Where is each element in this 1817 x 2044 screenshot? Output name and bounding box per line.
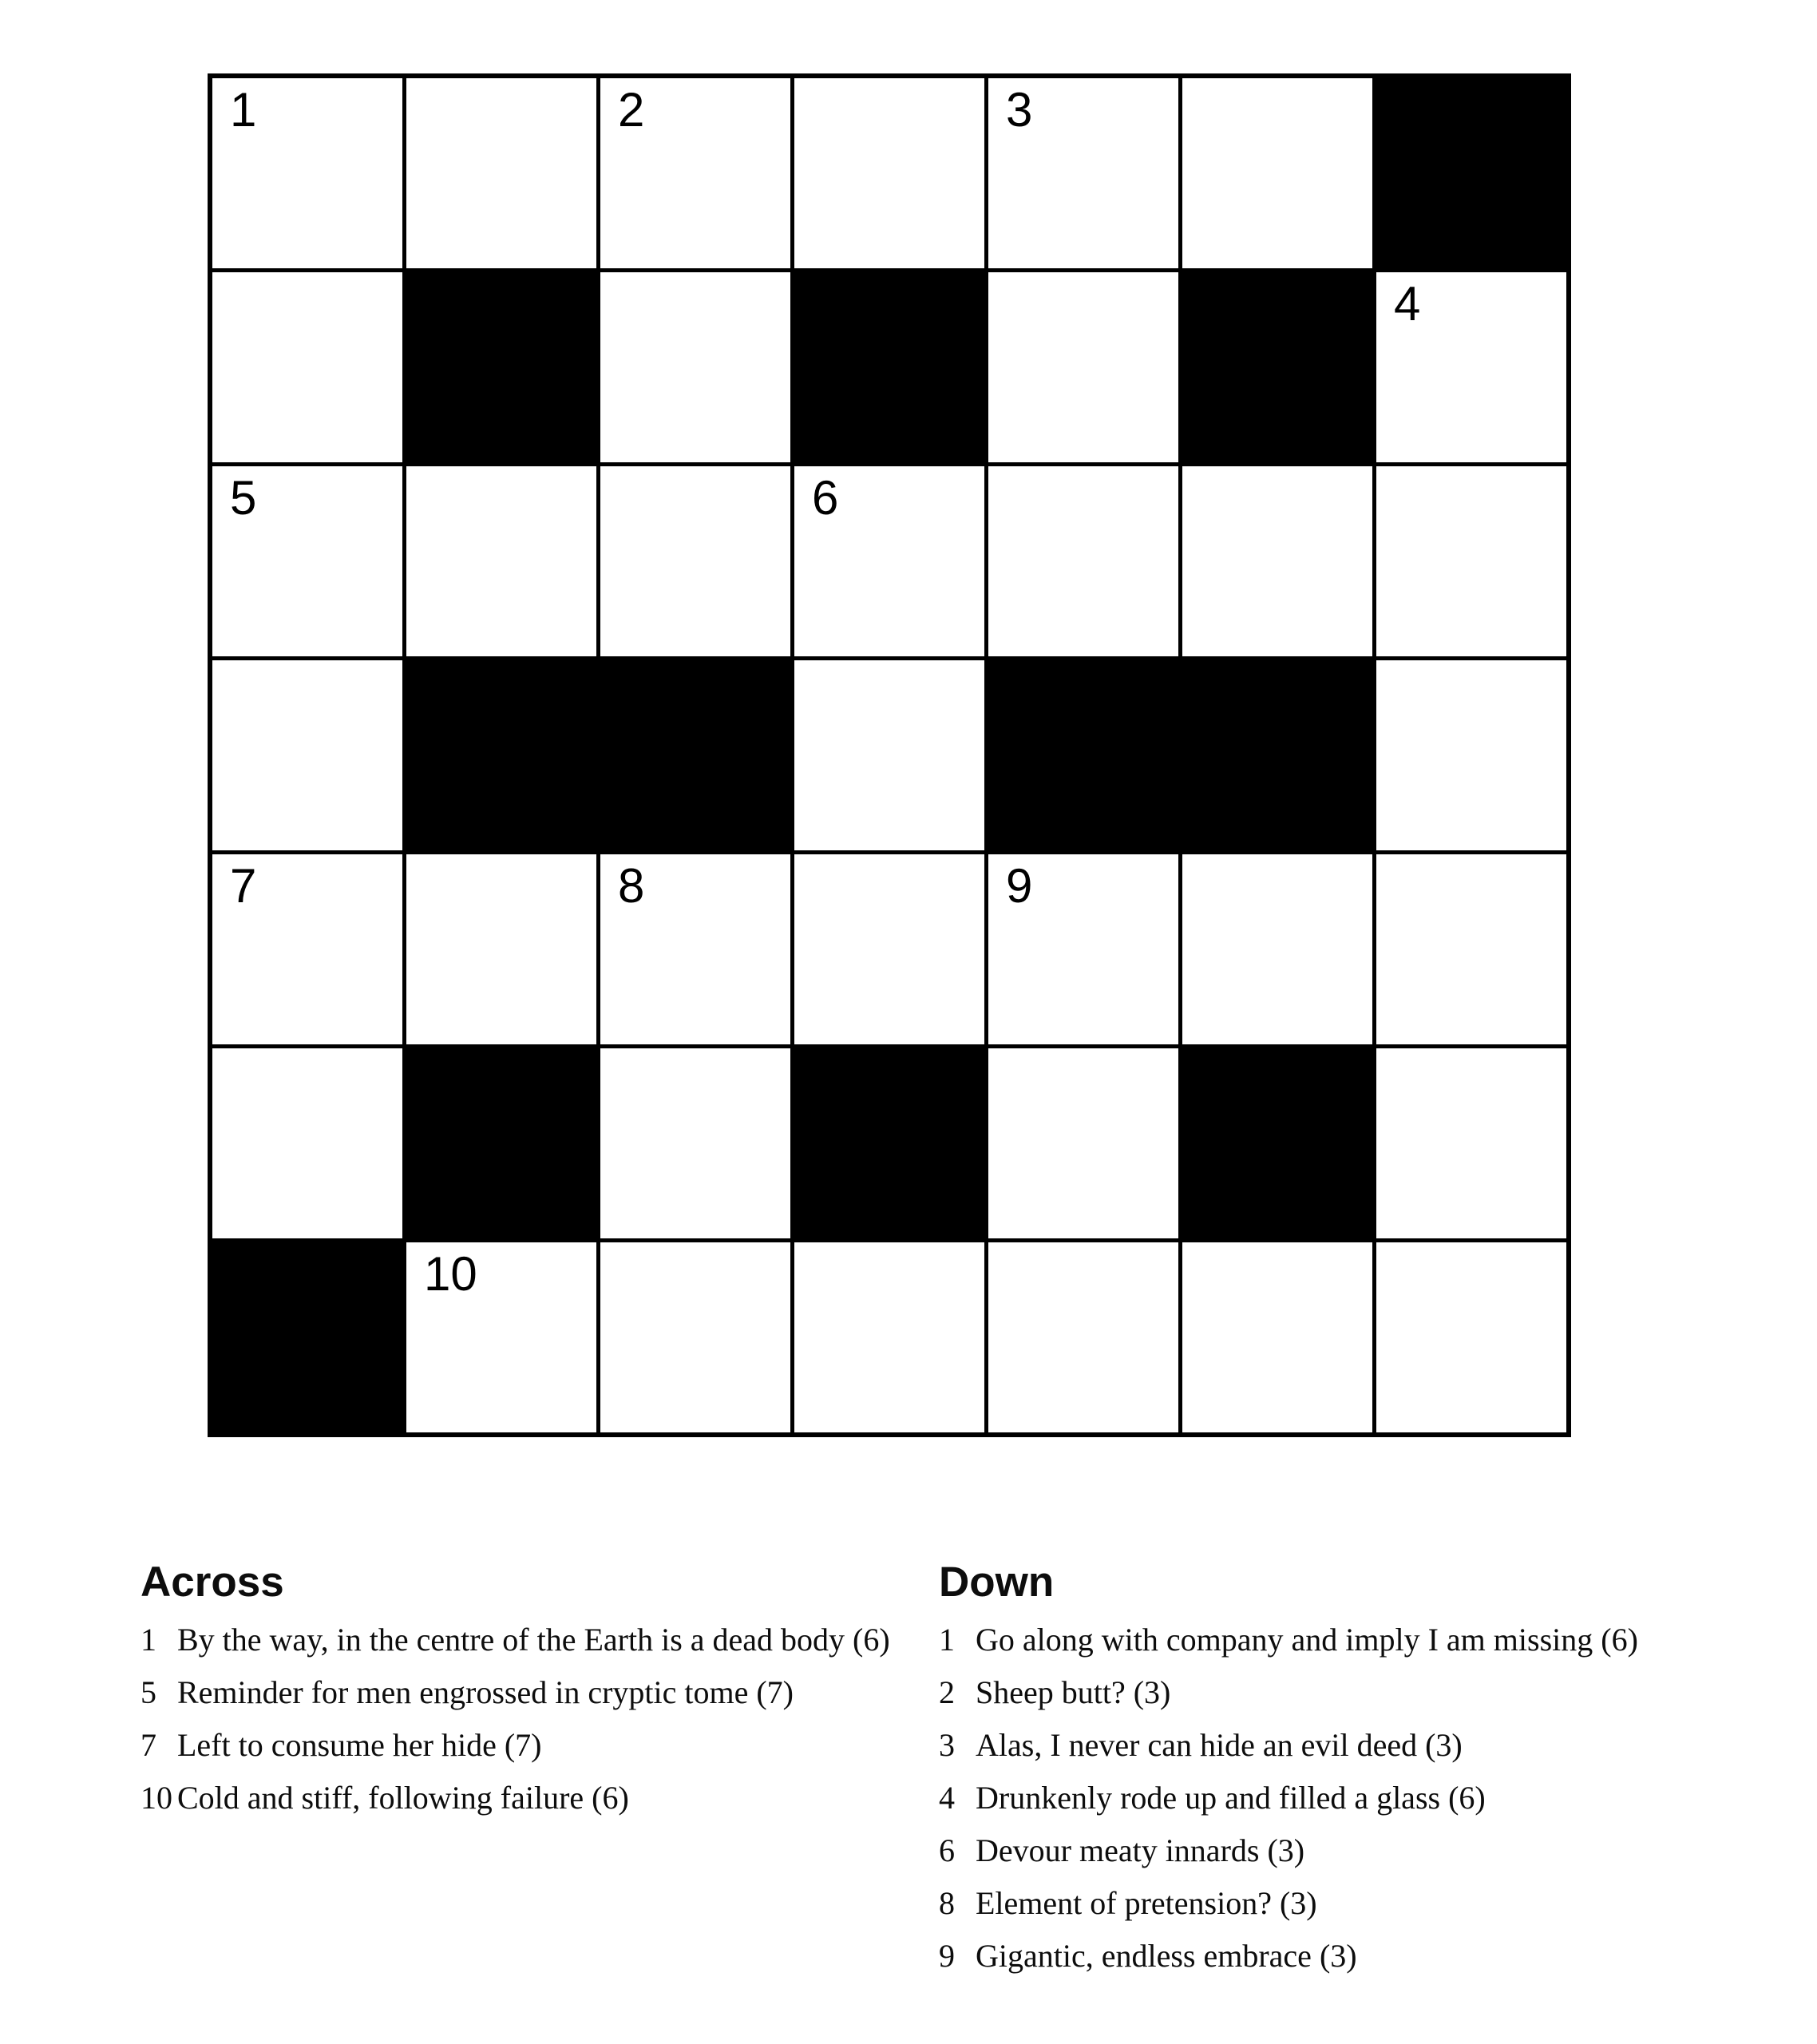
grid-cell[interactable] (405, 853, 599, 1047)
clue-text: By the way, in the centre of the Earth is a dead body (6) (177, 1622, 890, 1658)
clue-item[interactable] (128, 1674, 926, 1710)
clue-number: 7 (141, 1727, 156, 1763)
grid-cell[interactable] (599, 853, 793, 1047)
grid-cell-block (1375, 76, 1570, 271)
clues-down-heading: Down (939, 1559, 1055, 1606)
grid-cell[interactable] (210, 1047, 405, 1241)
grid-cell-block (599, 659, 793, 853)
clue-text: Sheep butt? (3) (976, 1674, 1171, 1710)
clues-across-column (128, 1561, 926, 1835)
grid-cell[interactable] (987, 465, 1181, 659)
grid-cell[interactable] (599, 76, 793, 271)
grid-cell[interactable] (210, 853, 405, 1047)
grid-cell[interactable] (1375, 1047, 1570, 1241)
clues-across-list (128, 1624, 926, 1814)
grid-cell[interactable] (599, 1241, 793, 1436)
grid-cell[interactable] (210, 76, 405, 271)
grid-cell[interactable] (405, 465, 599, 659)
clue-item[interactable] (128, 1729, 926, 1761)
grid-cell[interactable] (793, 659, 987, 853)
clue-number: 8 (939, 1885, 955, 1921)
grid-cell-block (1181, 1047, 1375, 1241)
clues-down-column (926, 1561, 1724, 1993)
grid-cell[interactable] (1375, 465, 1570, 659)
grid-cell[interactable] (987, 1241, 1181, 1436)
grid-cell[interactable] (210, 659, 405, 853)
clue-text: Drunkenly rode up and filled a glass (6) (976, 1780, 1486, 1816)
grid-cell[interactable] (599, 1047, 793, 1241)
grid-cell[interactable] (1181, 853, 1375, 1047)
clue-text: Devour meaty innards (3) (976, 1832, 1305, 1868)
grid-cell-number: 10 (424, 1247, 477, 1301)
clue-text: Cold and stiff, following failure (6) (177, 1780, 629, 1816)
clue-number: 2 (939, 1674, 955, 1710)
clue-text: Element of pretension? (3) (976, 1885, 1317, 1921)
grid-cell-block (1181, 271, 1375, 465)
clue-number: 4 (939, 1780, 955, 1816)
grid-cell[interactable] (599, 465, 793, 659)
clue-number: 5 (141, 1674, 156, 1710)
grid-cell-block (405, 1047, 599, 1241)
grid-cell-number: 1 (230, 83, 257, 137)
grid-cell-number: 4 (1394, 277, 1421, 331)
clue-item[interactable] (926, 1729, 1724, 1761)
grid-cell-block (210, 1241, 405, 1436)
grid-cell[interactable] (1181, 1241, 1375, 1436)
grid-cell-block (987, 659, 1181, 853)
crossword-row (210, 271, 1569, 465)
clue-text: Alas, I never can hide an evil deed (3) (976, 1727, 1463, 1763)
grid-cell-number: 7 (230, 859, 257, 913)
grid-cell-number: 9 (1006, 859, 1033, 913)
grid-cell[interactable] (405, 76, 599, 271)
clue-number: 10 (141, 1780, 172, 1816)
crossword-grid-body (210, 76, 1569, 1435)
grid-cell[interactable] (793, 465, 987, 659)
clue-item[interactable] (128, 1782, 926, 1814)
clue-text: Reminder for men engrossed in cryptic tome (7) (177, 1674, 794, 1710)
grid-cell[interactable] (793, 1241, 987, 1436)
grid-cell[interactable] (793, 853, 987, 1047)
grid-cell[interactable] (1375, 659, 1570, 853)
crossword-row (210, 465, 1569, 659)
clue-number: 1 (141, 1622, 156, 1658)
grid-cell[interactable] (987, 271, 1181, 465)
grid-cell[interactable] (1375, 1241, 1570, 1436)
grid-cell-number: 6 (812, 471, 839, 525)
grid-cell-block (793, 1047, 987, 1241)
crossword-row (210, 1241, 1569, 1436)
grid-cell[interactable] (405, 1241, 599, 1436)
clue-item[interactable] (926, 1832, 1724, 1868)
clue-text: Gigantic, endless embrace (3) (976, 1938, 1357, 1974)
grid-cell[interactable] (1181, 76, 1375, 271)
grid-cell[interactable] (210, 271, 405, 465)
grid-cell-number: 5 (230, 471, 257, 525)
clue-number: 6 (939, 1832, 955, 1868)
grid-cell[interactable] (987, 76, 1181, 271)
grid-cell-number: 3 (1006, 83, 1033, 137)
grid-cell[interactable] (210, 465, 405, 659)
clues-section (128, 1561, 1724, 1993)
crossword-grid[interactable] (208, 73, 1571, 1437)
grid-cell-number: 2 (618, 83, 645, 137)
grid-cell[interactable] (599, 271, 793, 465)
grid-cell-block (1181, 659, 1375, 853)
clue-number: 9 (939, 1938, 955, 1974)
clue-text: Left to consume her hide (7) (177, 1727, 542, 1763)
crossword-row (210, 76, 1569, 271)
clues-across-heading: Across (141, 1559, 284, 1606)
clue-item[interactable] (926, 1782, 1724, 1814)
crossword-row (210, 1047, 1569, 1241)
grid-cell-block (793, 271, 987, 465)
grid-cell[interactable] (987, 853, 1181, 1047)
grid-cell-block (405, 659, 599, 853)
grid-cell[interactable] (793, 76, 987, 271)
clue-number: 1 (939, 1622, 955, 1658)
clues-down-list (926, 1624, 1724, 1972)
clue-text: Go along with company and imply I am missing (6) (976, 1622, 1638, 1658)
clue-item[interactable] (926, 1885, 1724, 1921)
grid-cell-block (405, 271, 599, 465)
crossword-grid-container (208, 73, 1571, 1437)
crossword-row (210, 853, 1569, 1047)
grid-cell-number: 8 (618, 859, 645, 913)
grid-cell[interactable] (1181, 465, 1375, 659)
clue-number: 3 (939, 1727, 955, 1763)
grid-cell[interactable] (1375, 271, 1570, 465)
grid-cell[interactable] (1375, 853, 1570, 1047)
clue-item[interactable] (128, 1624, 926, 1656)
crossword-row (210, 659, 1569, 853)
clue-item[interactable] (926, 1624, 1724, 1656)
clue-item[interactable] (926, 1940, 1724, 1972)
clue-item[interactable] (926, 1674, 1724, 1710)
grid-cell[interactable] (987, 1047, 1181, 1241)
